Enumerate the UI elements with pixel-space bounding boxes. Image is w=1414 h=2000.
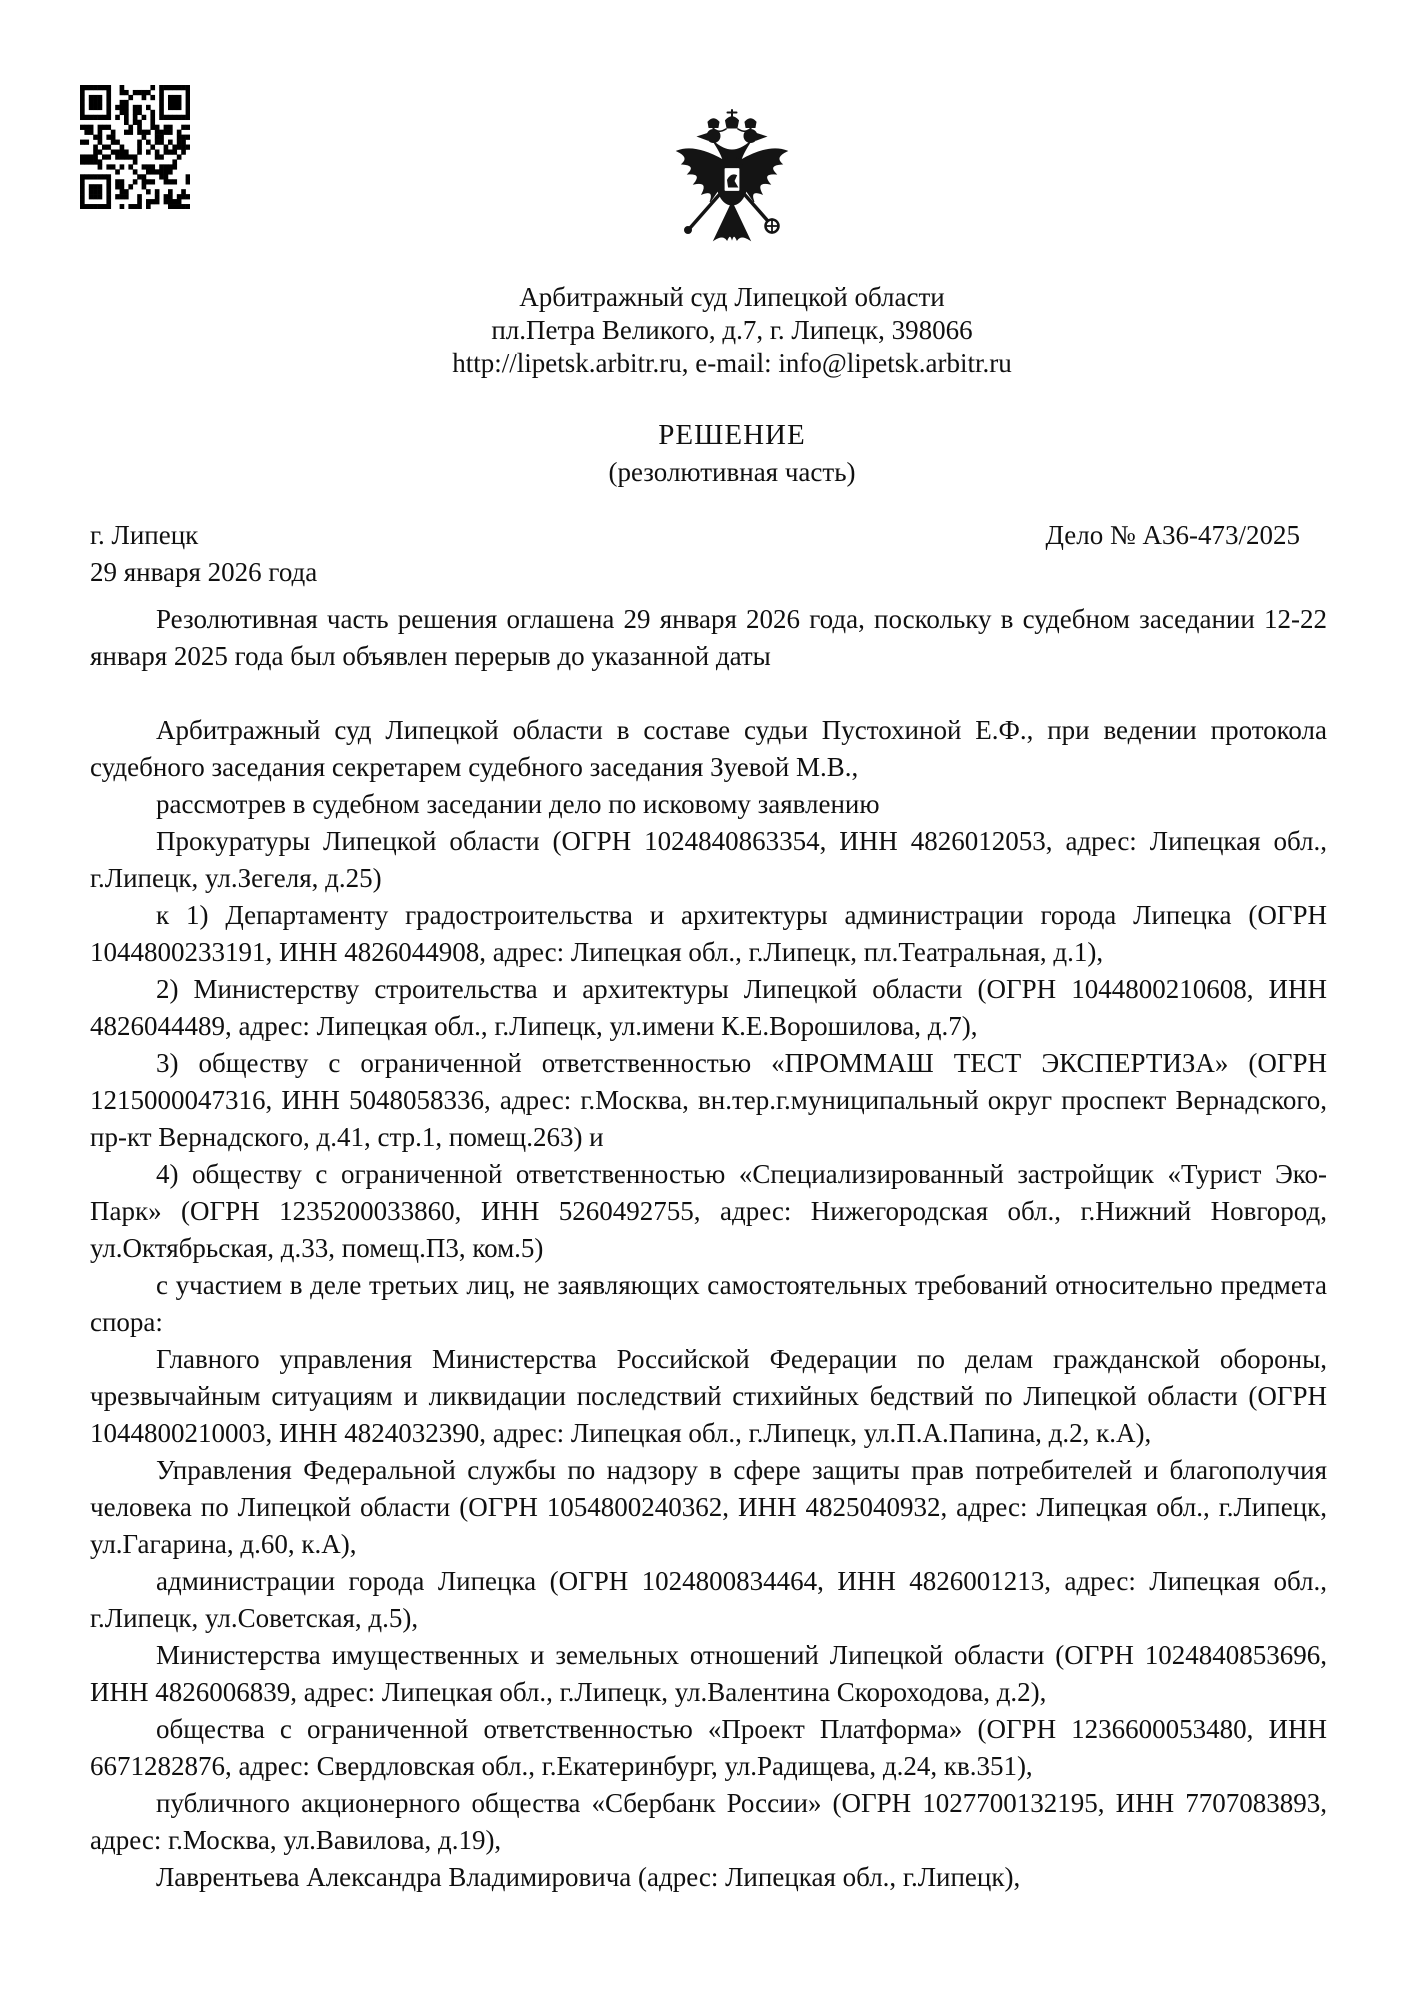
document-body bbox=[90, 601, 1327, 1896]
document-paragraph: 2) Министерству строительства и архитектуры Липецкой области (ОГРН 1044800210608, ИНН 4826044489, адрес: Липецкая обл., г.Липецк, ул.имени К.Е.Ворошилова, д.7), bbox=[90, 974, 1327, 1041]
title-block bbox=[0, 417, 1414, 491]
document-paragraph: публичного акционерного общества «Сбербанк России» (ОГРН 1027700132195, ИНН 7707083893, адрес: г.Москва, ул.Вавилова, д.19), bbox=[90, 1788, 1327, 1855]
case-number: Дело № А36-473/2025 bbox=[1045, 520, 1300, 550]
document-paragraph: Арбитражный суд Липецкой области в составе судьи Пустохиной Е.Ф., при ведении протокола судебного заседания секретарем судебного заседания Зуевой М.В., bbox=[90, 715, 1327, 782]
court-header bbox=[0, 281, 1414, 380]
document-paragraph: Прокуратуры Липецкой области (ОГРН 1024840863354, ИНН 4826012053, адрес: Липецкая обл., г.Липецк, ул.Зегеля, д.25) bbox=[90, 826, 1327, 893]
document-paragraph: общества с ограниченной ответственностью «Проект Платформа» (ОГРН 1236600053480, ИНН 6671282876, адрес: Свердловская обл., г.Екатеринбург, ул.Радищева, д.24, кв.351), bbox=[90, 1714, 1327, 1781]
document-paragraph: администрации города Липецка (ОГРН 1024800834464, ИНН 4826001213, адрес: Липецкая обл., г.Липецк, ул.Советская, д.5), bbox=[90, 1566, 1327, 1633]
court-address: пл.Петра Великого, д.7, г. Липецк, 398066 bbox=[491, 315, 973, 345]
document-paragraph: рассмотрев в судебном заседании дело по исковому заявлению bbox=[156, 789, 880, 819]
coat-of-arms-icon bbox=[657, 106, 807, 273]
qr-code-icon bbox=[80, 85, 190, 209]
document-paragraph: Резолютивная часть решения оглашена 29 января 2026 года, поскольку в судебном заседании 12-22 января 2025 года был объявлен перерыв до указанной даты bbox=[90, 604, 1327, 671]
document-title: РЕШЕНИЕ bbox=[658, 419, 806, 451]
document-paragraph: с участием в деле третьих лиц, не заявляющих самостоятельных требований относительно предмета спора: bbox=[90, 1270, 1327, 1337]
document-paragraph: Лаврентьева Александра Владимировича (адрес: Липецкая обл., г.Липецк), bbox=[156, 1862, 1021, 1892]
document-paragraph: к 1) Департаменту градостроительства и архитектуры администрации города Липецка (ОГРН 1044800233191, ИНН 4826044908, адрес: Липецкая обл., г.Липецк, пл.Театральная, д.1), bbox=[90, 900, 1327, 967]
document-paragraph: Главного управления Министерства Российской Федерации по делам гражданской обороны, чрезвычайным ситуациям и ликвидации последствий стихийных бедствий по Липецкой области (ОГРН 1044800210003, ИНН 4824032390, адрес: Липецкая обл., г.Липецк, ул.П.А.Папина, д.2, к.А), bbox=[90, 1344, 1327, 1448]
case-city: г. Липецк bbox=[90, 520, 199, 550]
court-name: Арбитражный суд Липецкой области bbox=[519, 282, 945, 312]
document-subtitle: (резолютивная часть) bbox=[608, 457, 856, 487]
court-contacts: http://lipetsk.arbitr.ru, e-mail: info@lipetsk.arbitr.ru bbox=[452, 348, 1012, 378]
case-row bbox=[90, 517, 1328, 554]
document-paragraph: 4) обществу с ограниченной ответственностью «Специализированный застройщик «Турист Эко-Парк» (ОГРН 1235200033860, ИНН 5260492755, адрес: Нижегородская обл., г.Нижний Новгород, ул.Октябрьская, д.33, помещ.П3, ком.5) bbox=[90, 1159, 1327, 1263]
case-date: 29 января 2026 года bbox=[90, 557, 318, 587]
document-paragraph: Управления Федеральной службы по надзору в сфере защиты прав потребителей и благополучия человека по Липецкой области (ОГРН 1054800240362, ИНН 4825040932, адрес: Липецкая обл., г.Липецк, ул.Гагарина, д.60, к.А), bbox=[90, 1455, 1327, 1559]
document-paragraph: 3) обществу с ограниченной ответственностью «ПРОММАШ ТЕСТ ЭКСПЕРТИЗА» (ОГРН 1215000047316, ИНН 5048058336, адрес: г.Москва, вн.тер.г.муниципальный округ проспект Вернадского, пр-кт Вернадского, д.41, стр.1, помещ.263) и bbox=[90, 1048, 1327, 1152]
document-paragraph: Министерства имущественных и земельных отношений Липецкой области (ОГРН 1024840853696, ИНН 4826006839, адрес: Липецкая обл., г.Липецк, ул.Валентина Скороходова, д.2), bbox=[90, 1640, 1327, 1707]
